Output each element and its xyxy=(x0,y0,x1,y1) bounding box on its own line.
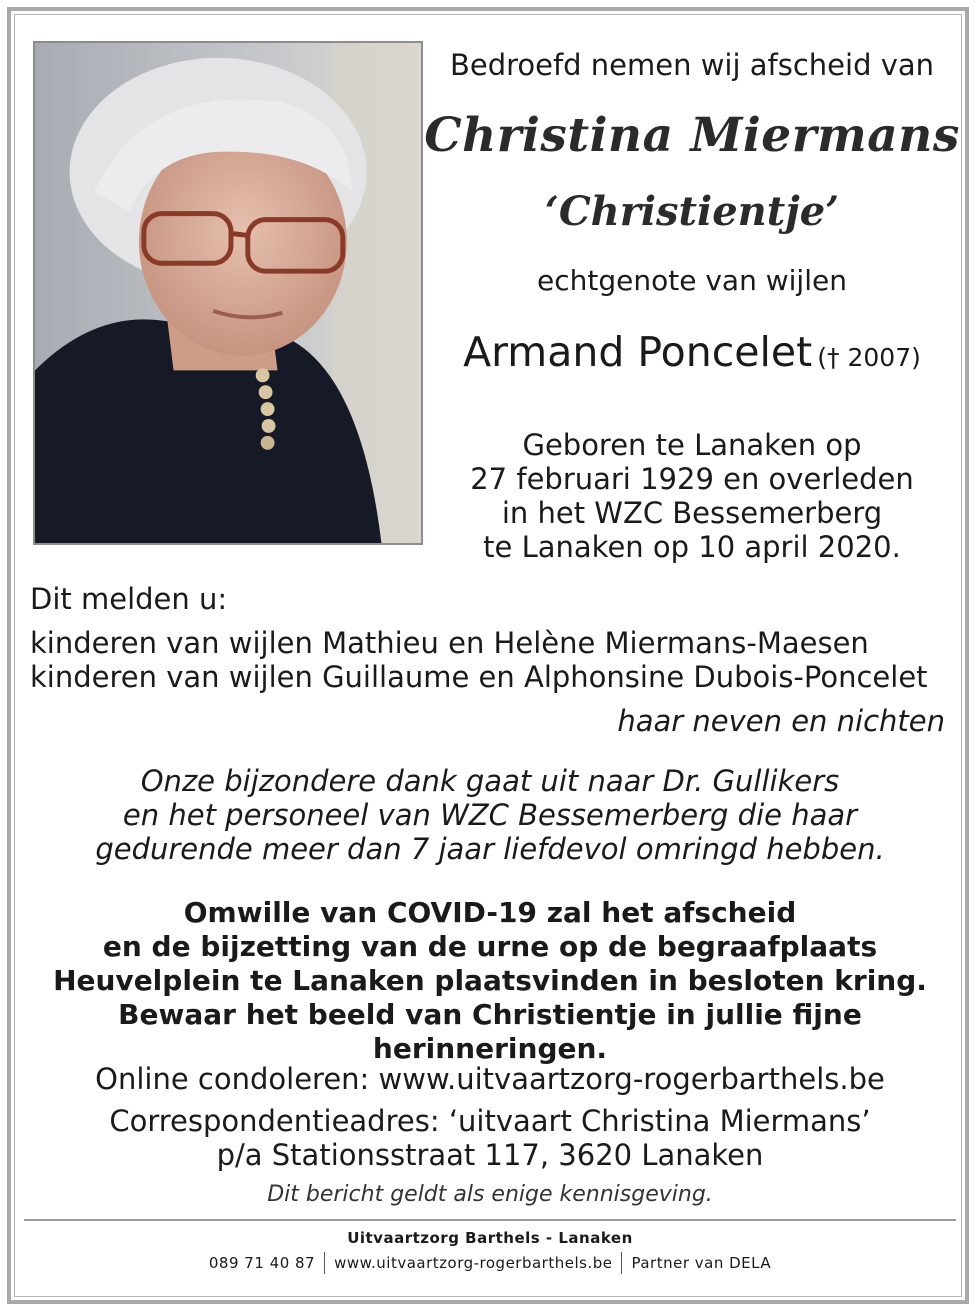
life-line: 27 februari 1929 en overleden xyxy=(470,462,914,496)
thanks-line: Onze bijzondere dank gaat uit naar Dr. Gullikers xyxy=(140,764,840,798)
correspondence-line: Correspondentieadres: ‘uitvaart Christina Miermans’ xyxy=(109,1104,871,1138)
notice-text: Dit bericht geldt als enige kennisgeving. xyxy=(267,1182,713,1207)
announcers-intro: Dit melden u: xyxy=(30,582,228,616)
portrait-photo xyxy=(33,41,423,545)
thanks-line: en het personeel van WZC Bessemerberg die haar xyxy=(122,798,858,832)
covid-line: Omwille van COVID-19 zal het afscheid xyxy=(183,896,797,929)
life-line: te Lanaken op 10 april 2020. xyxy=(483,530,901,564)
intro-text: Bedroefd nemen wij afscheid van xyxy=(449,48,935,82)
family-list xyxy=(30,626,928,694)
footer-contact xyxy=(0,1252,980,1274)
footer-separator xyxy=(324,1252,325,1274)
deceased-name: Christina Miermans xyxy=(424,108,960,163)
footer-separator xyxy=(621,1252,622,1274)
life-details xyxy=(432,428,952,564)
online-condolence: Online condoleren: www.uitvaartzorg-rogerbarthels.be xyxy=(95,1062,885,1096)
spouse-intro: echtgenote van wijlen xyxy=(537,264,847,297)
footer-website: www.uitvaartzorg-rogerbarthels.be xyxy=(334,1254,613,1272)
life-line: Geboren te Lanaken op xyxy=(522,428,862,462)
footer-phone: 089 71 40 87 xyxy=(208,1254,316,1272)
correspondence-line: p/a Stationsstraat 117, 3620 Lanaken xyxy=(216,1138,764,1172)
covid-line: en de bijzetting van de urne op de begraafplaats xyxy=(102,930,878,963)
thanks-text xyxy=(0,764,980,866)
footer-divider xyxy=(24,1219,956,1221)
life-line: in het WZC Bessemerberg xyxy=(501,496,883,530)
nephews-line: haar neven en nichten xyxy=(617,704,945,738)
thanks-line: gedurende meer dan 7 jaar liefdevol omringd hebben. xyxy=(95,832,885,866)
covid-notice xyxy=(0,896,980,1066)
spouse-death-year: († 2007) xyxy=(817,343,921,372)
footer-partner: Partner van DELA xyxy=(631,1254,772,1272)
spouse-line xyxy=(432,328,952,376)
covid-line: Heuvelplein te Lanaken plaatsvinden in besloten kring. xyxy=(53,964,927,997)
portrait-illustration xyxy=(35,43,421,543)
family-line: kinderen van wijlen Mathieu en Helène Miermans-Maesen xyxy=(30,626,869,660)
footer-company: Uitvaartzorg Barthels - Lanaken xyxy=(347,1229,633,1247)
correspondence-address xyxy=(0,1104,980,1172)
deceased-nickname: ‘Christientje’ xyxy=(544,188,840,235)
family-line: kinderen van wijlen Guillaume en Alphonsine Dubois-Poncelet xyxy=(30,660,928,694)
covid-line: Bewaar het beeld van Christientje in jullie fijne herinneringen. xyxy=(118,998,862,1065)
spouse-name: Armand Poncelet xyxy=(463,328,813,376)
